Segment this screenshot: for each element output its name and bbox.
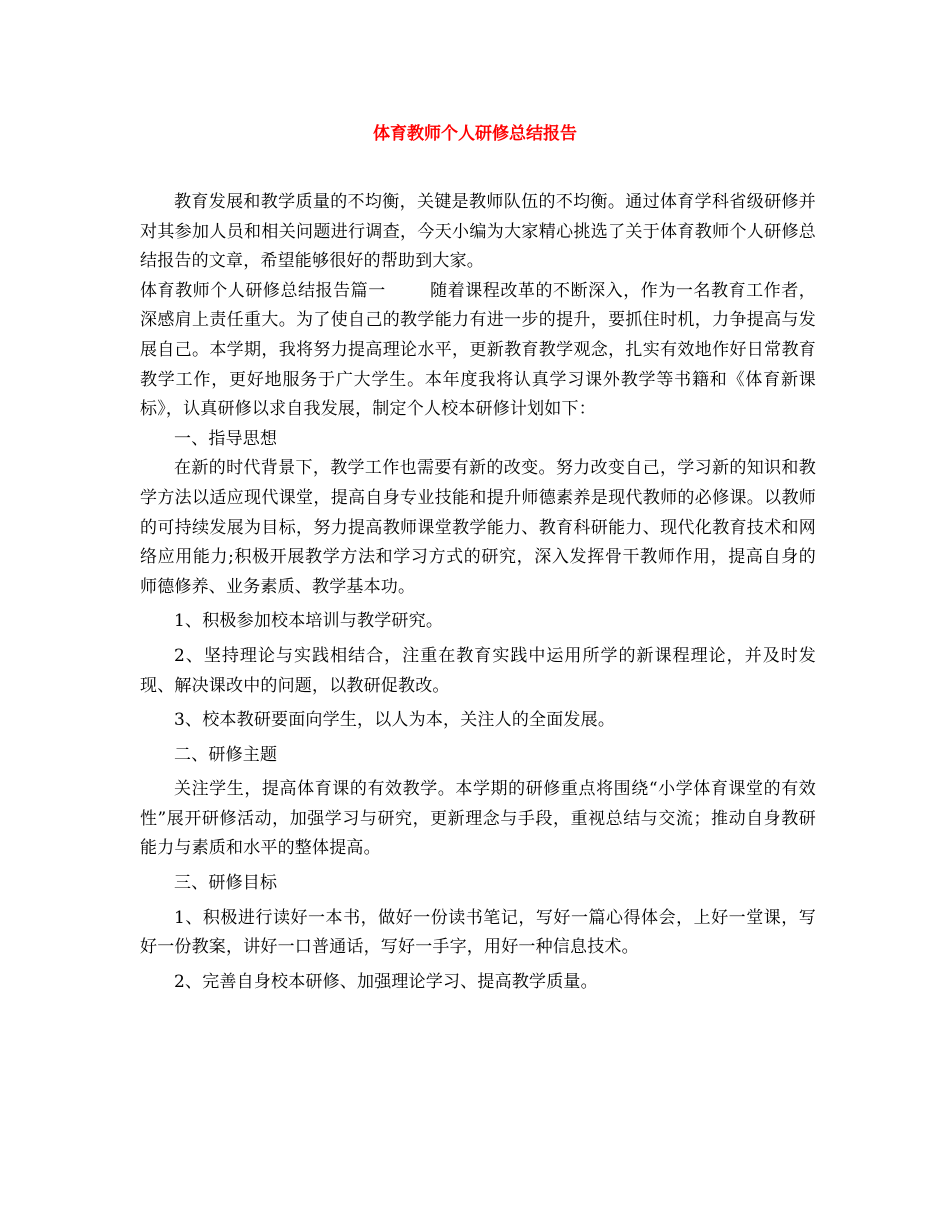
section1-item-2: 2、坚持理论与实践相结合，注重在教育实践中运用所学的新课程理论，并及时发现、解决课改中的问题，以教研促教改。 [140,645,816,696]
section3-item-1: 1、积极进行读好一本书，做好一份读书笔记，写好一篇心得体会，上好一堂课，写好一份教案，讲好一口普通话，写好一手字，用好一种信息技术。 [140,907,816,958]
section1-item-1: 1、积极参加校本培训与教学研究。 [174,611,444,632]
document-body [140,188,816,997]
section1-heading: 一、指导思想 [174,428,278,449]
section3-item-2: 2、完善自身校本研修、加强理论学习、提高教学质量。 [174,971,598,992]
section1-item-3: 3、校本教研要面向学生，以人为本，关注人的全面发展。 [174,710,616,731]
section2-paragraph: 关注学生，提高体育课的有效教学。本学期的研修重点将围绕“小学体育课堂的有效性”展开研修活动，加强学习与研究，更新理念与手段，重视总结与交流；推动自身教研能力与素质和水平的整体提高。 [140,779,816,859]
part-one-paragraph [140,277,816,425]
section3-heading: 三、研修目标 [174,873,278,894]
section1-paragraph: 在新的时代背景下，教学工作也需要有新的改变。努力改变自己，学习新的知识和教学方法以适应现代课堂，提高自身专业技能和提升师德素养是现代教师的必修课。以教师的可持续发展为目标，努力提高教师课堂教学能力、教育科研能力、现代化教育技术和网络应用能力;积极开展教学方法和学习方式的研究，深入发挥骨干教师作用，提高自身的师德修养、业务素质、教学基本功。 [140,458,816,597]
part-one-text: 随着课程改革的不断深入，作为一名教育工作者，深感肩上责任重大。为了使自己的教学能力有进一步的提升，要抓住时机，力争提高与发展自己。本学期，我将努力提高理论水平，更新教育教学观念，扎实有效地作好日常教育教学工作，更好地服务于广大学生。本年度我将认真学习课外教学等书籍和《体育新课标》，认真研修以求自我发展，制定个人校本研修计划如下： [140,280,816,420]
intro-paragraph: 教育发展和教学质量的不均衡，关键是教师队伍的不均衡。通过体育学科省级研修并对其参加人员和相关问题进行调查，今天小编为大家精心挑选了关于体育教师个人研修总结报告的文章，希望能够很好的帮助到大家。 [140,192,816,272]
document-title: 体育教师个人研修总结报告 [373,124,577,144]
section2-heading: 二、研修主题 [174,744,278,765]
part-one-label: 体育教师个人研修总结报告篇一 [140,280,386,301]
